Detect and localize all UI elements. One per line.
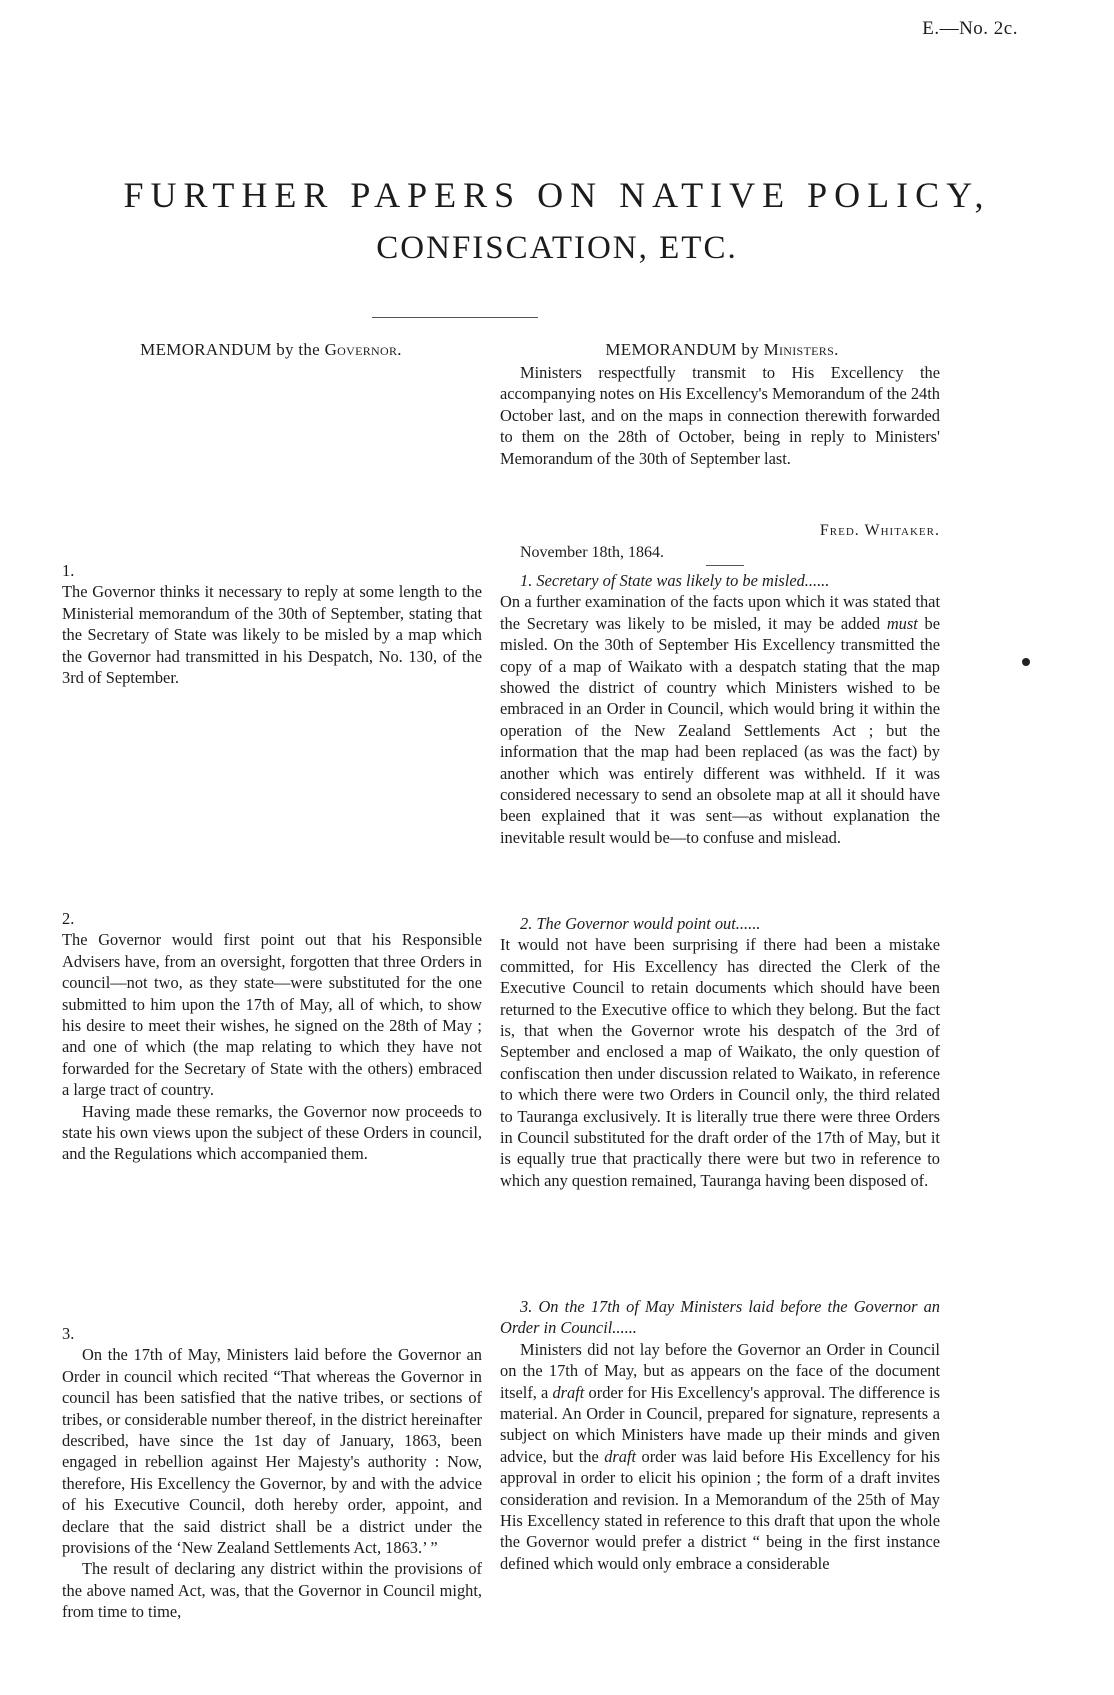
page-title-line-1: FURTHER PAPERS ON NATIVE POLICY, [123,175,991,215]
left-section-1-number: 1. [62,561,75,580]
left-section-1 [62,560,482,688]
right-section-3-heading [500,1296,940,1339]
right-section-3-text-c: order was laid before His Excellency for his approval in order to elicit his opinion ; the form of a draft invites consideration and revision. In a Memorandum of the 25th of May His Excellency stated in reference to this draft that upon the whole the Governor would prefer a district “ being in the first instance defined which would only embrace a considerable [500,1446,940,1573]
document-reference: E.—No. 2c. [922,18,1018,39]
right-intro-paragraph [500,362,940,469]
left-section-2-continued: Having made these remarks, the Governor now proceeds to state his own views upon the subject of these Orders in council, and the Regulations which accompanied them. [62,1101,482,1164]
right-section-3-heading-text: 3. On the 17th of May Ministers laid before the Governor an Order in Council...... [500,1297,940,1338]
right-section-1-emphasis: must [886,613,918,633]
right-section-3-emphasis-2: draft [604,1446,637,1466]
left-section-3-continued: The result of declaring any district within the provisions of the above named Act, was, that the Governor in Council might, from time to time, [62,1559,482,1622]
right-section-1 [500,570,940,848]
right-section-2-text: It would not have been surprising if there had been a mistake committed, for His Excellency has directed the Clerk of the Executive Council to retain documents which should have been returned to the Executive office to which they belong. But the fact is, that when the Governor wrote his despatch of the 3rd of September and enclosed a map of Waikato, the only question of confiscation then under discussion related to Waikato, in reference to which there were two Orders in Council only, the third related to Tauranga exclusively. It is literally true there were three Orders in Council substituted for the draft order of the 17th of May, but it is equally true that practically there were but two in reference to which any question remained, Tauranga having been disposed of. [500,935,940,1190]
right-section-3-emphasis-1: draft [552,1382,585,1402]
margin-dot [1022,658,1030,666]
left-heading-main: MEMORANDUM [140,340,272,359]
right-heading-by: by [741,340,760,359]
left-section-3-text: On the 17th of May, Ministers laid before the Governor an Order in council which recited “That whereas the Governor in council has been satisfied that the native tribes, or sections of tribes, or considerable number thereof, in the district hereinafter described, have since the 1st day of January, 1863, been engaged in rebellion against Her Majesty's authority : Now, therefore, His Excellency the Governor, by and with the advice of his Executive Council, doth hereby order, appoint, and declare that the said district shall be a district under the provisions of the ‘New Zealand Settlements Act, 1863.’ ” [62,1345,482,1558]
right-section-3-text-a: Ministers did not lay before the Governor an Order in Council on the 17th of May, but as appears on the face of the document itself, a [500,1339,940,1402]
right-column-heading [502,340,942,360]
left-section-3 [62,1323,482,1623]
right-heading-main: MEMORANDUM [605,340,737,359]
right-section-1-heading-text: 1. Secretary of State was likely to be misled...... [520,571,830,590]
signature: Fred. Whitaker. [819,522,940,539]
left-heading-author: Governor. [324,340,402,359]
memo-date: November 18th, 1864. [520,544,664,561]
left-section-2-number: 2. [62,909,75,928]
right-intro-text: Ministers respectfully transmit to His Excellency the accompanying notes on His Excellency's Memorandum of the 24th October last, and on the maps in connection therewith forwarded to them on the 28th of October, being in reply to Ministers' Memorandum of the 30th of September last. [500,363,940,468]
right-section-1-heading [500,570,940,591]
right-section-2-heading-text: 2. The Governor would point out...... [520,914,761,933]
right-section-2 [500,913,940,1191]
title-divider [372,317,538,318]
left-section-2 [62,908,482,1165]
right-section-3-text [500,1339,940,1574]
left-section-3-number: 3. [62,1324,75,1343]
right-section-3-text-b: order for His Excellency's approval. The difference is material. An Order in Council, prepared for signature, represents a subject on which Ministers have made up their minds and given advice, but the [500,1382,940,1466]
left-heading-by: by the [276,340,321,359]
section-divider [706,565,744,566]
page-title-line-2: CONFISCATION, ETC. [376,230,738,266]
right-section-1-text-b: be misled. On the 30th of September His Excellency transmitted the copy of a map of Waikato with a despatch stating that the map showed the district of country which Ministers wished to be embraced in an Order in Council, which would bring it within the operation of the New Zealand Settlements Act ; but the information that the map had been replaced (as was the fact) by another which was entirely different was withheld. If it was considered necessary to send an obsolete map at all it should have been explained that it was sent—as without explanation the inevitable result would be—to confuse and mislead. [500,613,941,847]
left-section-2-text: The Governor would first point out that his Responsible Advisers have, from an oversight, forgotten that three Orders in council—not two, as they state—were substituted for the one submitted to him upon the 17th of May, all of which, to show his desire to meet their wishes, he signed on the 28th of May ; and one of which (the map relating to which they have not forwarded for the Secretary of State with the others) embraced a large tract of country. [62,930,482,1100]
right-section-3 [500,1296,940,1574]
right-section-1-text-a: On a further examination of the facts upon which it was stated that the Secretary was likely to be misled, it may be added [500,592,940,633]
right-section-2-heading [500,913,940,934]
right-heading-author: Ministers. [763,340,839,359]
left-section-1-text: The Governor thinks it necessary to reply at some length to the Ministerial memorandum of the 30th of September, stating that the Secretary of State was likely to be misled by a map which the Governor had transmitted in his Despatch, No. 130, of the 3rd of September. [62,582,482,688]
left-column-heading [66,340,476,360]
right-section-1-text [500,591,940,848]
